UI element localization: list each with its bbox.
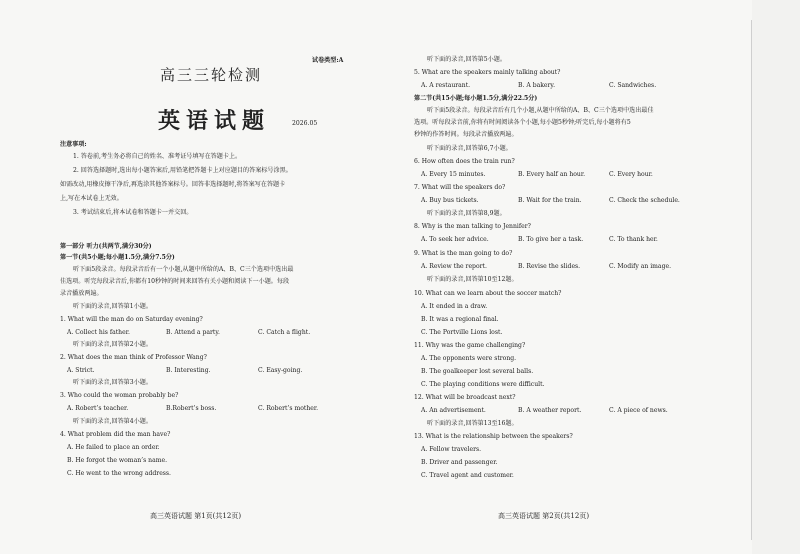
option-b[interactable]: B. Wait for the train. [518,197,582,204]
question-stem: 11. Why was the game challenging? [414,342,526,349]
notice-line: 3. 考试结束后,将本试卷和答题卡一并交回。 [73,209,193,216]
option-a[interactable]: A. Fellow travelers. [421,446,482,453]
page-divider [751,20,752,540]
question-prompt: 听下面的录音,回答第1小题。 [73,303,152,310]
option-c[interactable]: C. To thank her. [609,236,658,243]
option-c[interactable]: C. Every hour. [609,171,653,178]
section1-heading: 第一节(共5小题;每小题1.5分,满分7.5分) [60,254,175,261]
option-c[interactable]: C. Easy-going. [258,367,303,374]
page-footer: 高三英语试题 第1页(共12页) [150,512,242,520]
option-c[interactable]: C. Catch a flight. [258,329,311,336]
option-b[interactable]: B. Driver and passenger. [421,459,498,466]
option-a[interactable]: A. Buy bus tickets. [421,197,479,204]
question-stem: 4. What problem did the man have? [60,431,171,438]
option-a[interactable]: A. Review the report. [421,263,487,270]
option-c[interactable]: C. He went to the wrong address. [67,470,171,477]
part1-heading: 第一部分 听力(共两节,满分30分) [60,243,152,250]
question-prompt: 听下面的录音,回答第8,9题。 [427,210,506,217]
right-page [412,0,712,554]
section2-instructions: 秒钟的作答时间。每段录音播放两遍。 [414,131,518,138]
question-prompt: 听下面的录音,回答第3小题。 [73,379,152,386]
exam-type-label: 试卷类型:A [312,57,344,64]
question-prompt: 听下面的录音,回答第6,7小题。 [427,145,512,152]
option-b[interactable]: B. The goalkeeper lost several balls. [421,368,534,375]
section1-instructions: 录音播放两遍。 [60,290,103,297]
option-b[interactable]: B.Robert’s boss. [166,405,217,412]
exam-title-line1: 高三三轮检测 [160,66,263,84]
option-a[interactable]: A. A restaurant. [421,82,471,89]
option-a[interactable]: A. Robert’s teacher. [67,405,129,412]
option-b[interactable]: B. Attend a party. [166,329,220,336]
option-a[interactable]: A. It ended in a draw. [421,303,488,310]
option-c[interactable]: C. The playing conditions were difficult. [421,381,545,388]
option-a[interactable]: A. An advertisement. [421,407,486,414]
option-c[interactable]: C. Robert’s mother. [258,405,319,412]
notice-line: 如需改动,用橡皮擦干净后,再选涂其他答案标号。回答非选择题时,将答案写在答题卡 [60,181,286,188]
question-stem: 6. How often does the train run? [414,158,515,165]
question-stem: 2. What does the man think of Professor Wang? [60,354,207,361]
question-prompt: 听下面的录音,回答第2小题。 [73,341,152,348]
notice-line: 上,写在本试卷上无效。 [60,195,123,202]
option-c[interactable]: C. Travel agent and customer. [421,472,514,479]
notice-heading: 注意事项: [60,141,87,148]
option-b[interactable]: B. He forgot the woman’s name. [67,457,168,464]
option-c[interactable]: C. Modify an image. [609,263,672,270]
option-a[interactable]: A. The opponents were strong. [421,355,517,362]
option-c[interactable]: C. A piece of news. [609,407,668,414]
question-stem: 8. Why is the man talking to Jennifer? [414,223,531,230]
option-b[interactable]: B. It was a regional final. [421,316,499,323]
question-stem: 1. What will the man do on Saturday evening? [60,316,203,323]
option-c[interactable]: C. The Portville Lions lost. [421,329,503,336]
question-stem: 13. What is the relationship between the speakers? [414,433,573,440]
question-prompt: 听下面的录音,回答第13至16题。 [427,420,518,427]
exam-date: 2026.05 [292,120,318,127]
option-a[interactable]: A. To seek her advice. [421,236,489,243]
question-stem: 7. What will the speakers do? [414,184,506,191]
section1-instructions: 听下面5段录音。每段录音后有一个小题,从题中所给的A、B、C三个选项中选出最 [73,266,294,273]
notice-line: 1. 答卷前,考生务必将自己的姓名、准考证号填写在答题卡上。 [73,153,242,160]
section2-heading: 第二节(共15小题;每小题1.5分,满分22.5分) [414,95,538,102]
question-stem: 9. What is the man going to do? [414,250,513,257]
option-a[interactable]: A. Strict. [67,367,95,374]
question-stem: 5. What are the speakers mainly talking about? [414,69,561,76]
question-prompt: 听下面的录音,回答第4小题。 [73,418,152,425]
left-page [55,0,375,554]
option-a[interactable]: A. He failed to place an order. [67,444,160,451]
option-b[interactable]: B. Every half an hour. [518,171,586,178]
notice-line: 2. 回答选择题时,选出每小题答案后,用铅笔把答题卡上对应题目的答案标号涂黑。 [73,167,292,174]
option-b[interactable]: B. Revise the slides. [518,263,581,270]
option-c[interactable]: C. Sandwiches. [609,82,657,89]
question-prompt: 听下面的录音,回答第5小题。 [427,56,506,63]
option-b[interactable]: B. A weather report. [518,407,582,414]
page-footer: 高三英语试题 第2页(共12页) [498,512,590,520]
section2-instructions: 选项。听每段录音前,你将有时间阅读各个小题,每小题5秒钟;听完后,每小题将有5 [414,119,631,126]
option-b[interactable]: B. Interesting. [166,367,211,374]
section1-instructions: 佳选项。听完每段录音后,你都有10秒钟的时间来回答有关小题和阅读下一小题。每段 [60,278,290,285]
question-stem: 3. Who could the woman probably be? [60,392,179,399]
option-b[interactable]: B. To give her a task. [518,236,584,243]
option-c[interactable]: C. Check the schedule. [609,197,680,204]
section2-instructions: 听下面5段录音。每段录音后有几个小题,从题中所给的A、B、C三个选项中选出最佳 [427,107,654,114]
question-stem: 10. What can we learn about the soccer match? [414,290,562,297]
question-prompt: 听下面的录音,回答第10至12题。 [427,276,518,283]
option-b[interactable]: B. A bakery. [518,82,556,89]
option-a[interactable]: A. Every 15 minutes. [421,171,486,178]
option-a[interactable]: A. Collect his father. [67,329,130,336]
exam-title-line2: 英语试题 [158,108,271,134]
adjacent-page-edge [752,0,800,554]
question-stem: 12. What will be broadcast next? [414,394,516,401]
